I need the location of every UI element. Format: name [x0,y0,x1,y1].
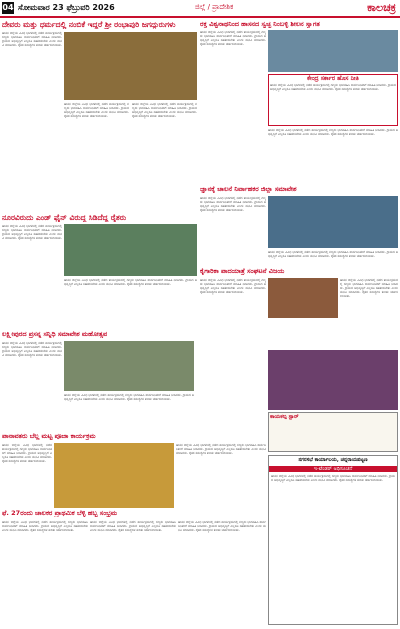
section-label: ಜಿಲ್ಲೆ / ಪ್ರಾದೇಶಿಕ [195,3,234,11]
issue-date: ಸೋಮವಾರ 23 ಫೆಬ್ರುವರಿ 2026 [18,3,115,12]
photo-gathering [64,341,194,391]
box-title: ಕೇಂದ್ರ ಸರ್ಕಾರ ಹೊಸ ನೀತಿ [307,75,359,82]
article-text: ಹಾಸನ ಜಿಲ್ಲೆಯ ವಿವಿಧ ಭಾಗಗಳಲ್ಲಿ ನಡೆದ ಕಾರ್ಯಕ್ರಮದಲ್ಲಿ ಗಣ್ಯರು ಭಾಗವಹಿಸಿ ಸಾರ್ವಜನಿಕರಿಗೆ ಮಾಹಿತಿ ನೀಡಿದರು. ಗ್ರಾಮದ ಅಭಿವೃದ್ಧಿಗೆ ಎಲ್ಲರೂ ಸಹಕರಿಸಬೇಕು ಎಂದು ಮನವಿ ಮಾಡಿದರು. ರೈತರ ಸಮಸ್ಯೆಗಳ ಕುರಿತು ಚರ್ಚಿಸಲಾಯಿತು. [2,443,52,464]
article-text: ಹಾಸನ ಜಿಲ್ಲೆಯ ವಿವಿಧ ಭಾಗಗಳಲ್ಲಿ ನಡೆದ ಕಾರ್ಯಕ್ರಮದಲ್ಲಿ ಗಣ್ಯರು ಭಾಗವಹಿಸಿ ಸಾರ್ವಜನಿಕರಿಗೆ ಮಾಹಿತಿ ನೀಡಿದರು. ಗ್ರಾಮದ ಅಭಿವೃದ್ಧಿಗೆ ಎಲ್ಲರೂ ಸಹಕರಿಸಬೇಕು ಎಂದು ಮನವಿ ಮಾಡಿದರು. ರೈತರ ಸಮಸ್ಯೆಗಳ ಕುರಿತು ಚರ್ಚಿಸಲಾಯಿತು. [64,278,197,287]
article-text: ಹಾಸನ ಜಿಲ್ಲೆಯ ವಿವಿಧ ಭಾಗಗಳಲ್ಲಿ ನಡೆದ ಕಾರ್ಯಕ್ರಮದಲ್ಲಿ ಗಣ್ಯರು ಭಾಗವಹಿಸಿ ಸಾರ್ವಜನಿಕರಿಗೆ ಮಾಹಿತಿ ನೀಡಿದರು. ಗ್ರಾಮದ ಅಭಿವೃದ್ಧಿಗೆ ಎಲ್ಲರೂ ಸಹಕರಿಸಬೇಕು ಎಂದು ಮನವಿ ಮಾಡಿದರು. ರೈತರ ಸಮಸ್ಯೆಗಳ ಕುರಿತು ಚರ್ಚಿಸಲಾಯಿತು. [178,520,266,533]
article-text: ಹಾಸನ ಜಿಲ್ಲೆಯ ವಿವಿಧ ಭಾಗಗಳಲ್ಲಿ ನಡೆದ ಕಾರ್ಯಕ್ರಮದಲ್ಲಿ ಗಣ್ಯರು ಭಾಗವಹಿಸಿ ಸಾರ್ವಜನಿಕರಿಗೆ ಮಾಹಿತಿ ನೀಡಿದರು. ಗ್ರಾಮದ ಅಭಿವೃದ್ಧಿಗೆ ಎಲ್ಲರೂ ಸಹಕರಿಸಬೇಕು ಎಂದು ಮನವಿ ಮಾಡಿದರು. ರೈತರ ಸಮಸ್ಯೆಗಳ ಕುರಿತು ಚರ್ಚಿಸಲಾಯಿತು. [200,278,266,295]
headline-bottom-left-2: ಫೆ. 27ರಂದು ಚಾಲಕರ ಪ್ರಾಥಮಿಕ ಬೆಳ್ಳಿ ಹಬ್ಬ ಸಂಭ್ರಮ [2,510,118,517]
photo-event [268,350,398,410]
photo-leaders [268,278,338,318]
newspaper-logo: ಕಾಲಚಕ್ರ [367,1,396,14]
article-text: ಹಾಸನ ಜಿಲ್ಲೆಯ ವಿವಿಧ ಭಾಗಗಳಲ್ಲಿ ನಡೆದ ಕಾರ್ಯಕ್ರಮದಲ್ಲಿ ಗಣ್ಯರು ಭಾಗವಹಿಸಿ ಸಾರ್ವಜನಿಕರಿಗೆ ಮಾಹಿತಿ ನೀಡಿದರು. ಗ್ರಾಮದ ಅಭಿವೃದ್ಧಿಗೆ ಎಲ್ಲರೂ ಸಹಕರಿಸಬೇಕು ಎಂದು ಮನವಿ ಮಾಡಿದರು. ರೈತರ ಸಮಸ್ಯೆಗಳ ಕುರಿತು ಚರ್ಚಿಸಲಾಯಿತು. [200,30,266,47]
page-header [0,0,400,18]
article-text: ಹಾಸನ ಜಿಲ್ಲೆಯ ವಿವಿಧ ಭಾಗಗಳಲ್ಲಿ ನಡೆದ ಕಾರ್ಯಕ್ರಮದಲ್ಲಿ ಗಣ್ಯರು ಭಾಗವಹಿಸಿ ಸಾರ್ವಜನಿಕರಿಗೆ ಮಾಹಿತಿ ನೀಡಿದರು. ಗ್ರಾಮದ ಅಭಿವೃದ್ಧಿಗೆ ಎಲ್ಲರೂ ಸಹಕರಿಸಬೇಕು ಎಂದು ಮನವಿ ಮಾಡಿದರು. ರೈತರ ಸಮಸ್ಯೆಗಳ ಕುರಿತು ಚರ್ಚಿಸಲಾಯಿತು. [2,520,88,533]
article-text: ಹಾಸನ ಜಿಲ್ಲೆಯ ವಿವಿಧ ಭಾಗಗಳಲ್ಲಿ ನಡೆದ ಕಾರ್ಯಕ್ರಮದಲ್ಲಿ ಗಣ್ಯರು ಭಾಗವಹಿಸಿ ಸಾರ್ವಜನಿಕರಿಗೆ ಮಾಹಿತಿ ನೀಡಿದರು. ಗ್ರಾಮದ ಅಭಿವೃದ್ಧಿಗೆ ಎಲ್ಲರೂ ಸಹಕರಿಸಬೇಕು ಎಂದು ಮನವಿ ಮಾಡಿದರು. ರೈತರ ಸಮಸ್ಯೆಗಳ ಕುರಿತು ಚರ್ಚಿಸಲಾಯಿತು. [176,443,266,456]
article-text: ಹಾಸನ ಜಿಲ್ಲೆಯ ವಿವಿಧ ಭಾಗಗಳಲ್ಲಿ ನಡೆದ ಕಾರ್ಯಕ್ರಮದಲ್ಲಿ ಗಣ್ಯರು ಭಾಗವಹಿಸಿ ಸಾರ್ವಜನಿಕರಿಗೆ ಮಾಹಿತಿ ನೀಡಿದರು. ಗ್ರಾಮದ ಅಭಿವೃದ್ಧಿಗೆ ಎಲ್ಲರೂ ಸಹಕರಿಸಬೇಕು ಎಂದು ಮನವಿ ಮಾಡಿದರು. ರೈತರ ಸಮಸ್ಯೆಗಳ ಕುರಿತು ಚರ್ಚಿಸಲಾಯಿತು. [132,102,197,119]
headline-mid-left: ನೂರವಿರುದು ಎಂಡ್ ಫೈನ್ ವಿರುದ್ಧ ಸಿಡಿದೆದ್ದ ರೈತರು [2,214,127,222]
article-text: ಹಾಸನ ಜಿಲ್ಲೆಯ ವಿವಿಧ ಭಾಗಗಳಲ್ಲಿ ನಡೆದ ಕಾರ್ಯಕ್ರಮದಲ್ಲಿ ಗಣ್ಯರು ಭಾಗವಹಿಸಿ ಸಾರ್ವಜನಿಕರಿಗೆ ಮಾಹಿತಿ ನೀಡಿದರು. ಗ್ರಾಮದ ಅಭಿವೃದ್ಧಿಗೆ ಎಲ್ಲರೂ ಸಹಕರಿಸಬೇಕು ಎಂದು ಮನವಿ ಮಾಡಿದರು. ರೈತರ ಸಮಸ್ಯೆಗಳ ಕುರಿತು ಚರ್ಚಿಸಲಾಯಿತು. [2,224,62,241]
photo-group [268,30,398,72]
article-text: ಹಾಸನ ಜಿಲ್ಲೆಯ ವಿವಿಧ ಭಾಗಗಳಲ್ಲಿ ನಡೆದ ಕಾರ್ಯಕ್ರಮದಲ್ಲಿ ಗಣ್ಯರು ಭಾಗವಹಿಸಿ ಸಾರ್ವಜನಿಕರಿಗೆ ಮಾಹಿತಿ ನೀಡಿದರು. ಗ್ರಾಮದ ಅಭಿವೃದ್ಧಿಗೆ ಎಲ್ಲರೂ ಸಹಕರಿಸಬೇಕು ಎಂದು ಮನವಿ ಮಾಡಿದರು. ರೈತರ ಸಮಸ್ಯೆಗಳ ಕುರಿತು ಚರ್ಚಿಸಲಾಯಿತು. [340,278,398,299]
article-text: ಹಾಸನ ಜಿಲ್ಲೆಯ ವಿವಿಧ ಭಾಗಗಳಲ್ಲಿ ನಡೆದ ಕಾರ್ಯಕ್ರಮದಲ್ಲಿ ಗಣ್ಯರು ಭಾಗವಹಿಸಿ ಸಾರ್ವಜನಿಕರಿಗೆ ಮಾಹಿತಿ ನೀಡಿದರು. ಗ್ರಾಮದ ಅಭಿವೃದ್ಧಿಗೆ ಎಲ್ಲರೂ ಸಹಕರಿಸಬೇಕು ಎಂದು ಮನವಿ ಮಾಡಿದರು. ರೈತರ ಸಮಸ್ಯೆಗಳ ಕುರಿತು ಚರ್ಚಿಸಲಾಯಿತು. [2,341,62,358]
headline-center: ಲಕ್ಷ್ಮೀಪುರದ ಪ್ರಸನ್ನ ಸನ್ನಿಧಿ ಸಮಾವೇಶ ಮಹೋತ್ಸವ [2,331,108,338]
notice-title: ನಗರಸಭೆ ಕಾರ್ಯಾಲಯ, ಚನ್ನರಾಯಪಟ್ಟಣ [298,457,368,463]
notice-text: ಹಾಸನ ಜಿಲ್ಲೆಯ ವಿವಿಧ ಭಾಗಗಳಲ್ಲಿ ನಡೆದ ಕಾರ್ಯಕ್ರಮದಲ್ಲಿ ಗಣ್ಯರು ಭಾಗವಹಿಸಿ ಸಾರ್ವಜನಿಕರಿಗೆ ಮಾಹಿತಿ ನೀಡಿದರು. ಗ್ರಾಮದ ಅಭಿವೃದ್ಧಿಗೆ ಎಲ್ಲರೂ ಸಹಕರಿಸಬೇಕು ಎಂದು ಮನವಿ ಮಾಡಿದರು. ರೈತರ ಸಮಸ್ಯೆಗಳ ಕುರಿತು ಚರ್ಚಿಸಲಾಯಿತು. [271,473,395,482]
article-text: ಹಾಸನ ಜಿಲ್ಲೆಯ ವಿವಿಧ ಭಾಗಗಳಲ್ಲಿ ನಡೆದ ಕಾರ್ಯಕ್ರಮದಲ್ಲಿ ಗಣ್ಯರು ಭಾಗವಹಿಸಿ ಸಾರ್ವಜನಿಕರಿಗೆ ಮಾಹಿತಿ ನೀಡಿದರು. ಗ್ರಾಮದ ಅಭಿವೃದ್ಧಿಗೆ ಎಲ್ಲರೂ ಸಹಕರಿಸಬೇಕು ಎಂದು ಮನವಿ ಮಾಡಿದರು. ರೈತರ ಸಮಸ್ಯೆಗಳ ಕುರಿತು ಚರ್ಚಿಸಲಾಯಿತು. [90,520,176,533]
page-number: 04 [2,3,14,12]
notice-subtitle: ಇ-ಟೆಂಡರ್ ಅಧಿಸೂಚನೆ [269,466,397,472]
article-text: ಹಾಸನ ಜಿಲ್ಲೆಯ ವಿವಿಧ ಭಾಗಗಳಲ್ಲಿ ನಡೆದ ಕಾರ್ಯಕ್ರಮದಲ್ಲಿ ಗಣ್ಯರು ಭಾಗವಹಿಸಿ ಸಾರ್ವಜನಿಕರಿಗೆ ಮಾಹಿತಿ ನೀಡಿದರು. ಗ್ರಾಮದ ಅಭಿವೃದ್ಧಿಗೆ ಎಲ್ಲರೂ ಸಹಕರಿಸಬೇಕು ಎಂದು ಮನವಿ ಮಾಡಿದರು. ರೈತರ ಸಮಸ್ಯೆಗಳ ಕುರಿತು ಚರ್ಚಿಸಲಾಯಿತು. [64,393,194,402]
ad-title: ಕಾಯಕಲ್ಪ ಸ್ಟಾರ್ [270,414,299,420]
headline-top-right: ರಕ್ತ ವಿಶ್ವನಾಥನಿಂದ ಹಾಸನದ ಸ್ವಚ್ಛ ನಿಂಬಳ್ಳಿ ಶೀಲನ ಸ್ವಾಗತ [200,21,320,28]
photo-school [54,443,174,508]
advertisement [268,412,398,452]
article-text: ಹಾಸನ ಜಿಲ್ಲೆಯ ವಿವಿಧ ಭಾಗಗಳಲ್ಲಿ ನಡೆದ ಕಾರ್ಯಕ್ರಮದಲ್ಲಿ ಗಣ್ಯರು ಭಾಗವಹಿಸಿ ಸಾರ್ವಜನಿಕರಿಗೆ ಮಾಹಿತಿ ನೀಡಿದರು. ಗ್ರಾಮದ ಅಭಿವೃದ್ಧಿಗೆ ಎಲ್ಲರೂ ಸಹಕರಿಸಬೇಕು ಎಂದು ಮನವಿ ಮಾಡಿದರು. ರೈತರ ಸಮಸ್ಯೆಗಳ ಕುರಿತು ಚರ್ಚಿಸಲಾಯಿತು. [64,102,129,119]
article-text: ಹಾಸನ ಜಿಲ್ಲೆಯ ವಿವಿಧ ಭಾಗಗಳಲ್ಲಿ ನಡೆದ ಕಾರ್ಯಕ್ರಮದಲ್ಲಿ ಗಣ್ಯರು ಭಾಗವಹಿಸಿ ಸಾರ್ವಜನಿಕರಿಗೆ ಮಾಹಿತಿ ನೀಡಿದರು. ಗ್ರಾಮದ ಅಭಿವೃದ್ಧಿಗೆ ಎಲ್ಲರೂ ಸಹಕರಿಸಬೇಕು ಎಂದು ಮನವಿ ಮಾಡಿದರು. ರೈತರ ಸಮಸ್ಯೆಗಳ ಕುರಿತು ಚರ್ಚಿಸಲಾಯಿತು. [200,196,266,213]
article-text: ಹಾಸನ ಜಿಲ್ಲೆಯ ವಿವಿಧ ಭಾಗಗಳಲ್ಲಿ ನಡೆದ ಕಾರ್ಯಕ್ರಮದಲ್ಲಿ ಗಣ್ಯರು ಭಾಗವಹಿಸಿ ಸಾರ್ವಜನಿಕರಿಗೆ ಮಾಹಿತಿ ನೀಡಿದರು. ಗ್ರಾಮದ ಅಭಿವೃದ್ಧಿಗೆ ಎಲ್ಲರೂ ಸಹಕರಿಸಬೇಕು ಎಂದು ಮನವಿ ಮಾಡಿದರು. ರೈತರ ಸಮಸ್ಯೆಗಳ ಕುರಿತು ಚರ್ಚಿಸಲಾಯಿತು. [2,31,62,48]
tender-notice [268,455,398,625]
photo-meeting [268,196,398,248]
headline-mid-right: ಜ್ಞಾನಕ್ಕೆ ಚಾಲನೆ ನಿರ್ವಾಹಕರ ಜಿಲ್ಲಾ ಸಮಾವೇಶ [200,186,297,193]
headline-bottom-left-1: ಪಾನಾವತರು ಬೆಲ್ಲ ಮಟ್ಟ ಪೂಜಾ ಕಾರ್ಯಕ್ರಮ [2,433,96,440]
photo-farmers [64,224,197,276]
article-text: ಹಾಸನ ಜಿಲ್ಲೆಯ ವಿವಿಧ ಭಾಗಗಳಲ್ಲಿ ನಡೆದ ಕಾರ್ಯಕ್ರಮದಲ್ಲಿ ಗಣ್ಯರು ಭಾಗವಹಿಸಿ ಸಾರ್ವಜನಿಕರಿಗೆ ಮಾಹಿತಿ ನೀಡಿದರು. ಗ್ರಾಮದ ಅಭಿವೃದ್ಧಿಗೆ ಎಲ್ಲರೂ ಸಹಕರಿಸಬೇಕು ಎಂದು ಮನವಿ ಮಾಡಿದರು. ರೈತರ ಸಮಸ್ಯೆಗಳ ಕುರಿತು ಚರ್ಚಿಸಲಾಯಿತು. [268,250,398,259]
photo-ceremony [64,32,197,100]
headline-lower-right: ಕೈಗಾರಿಕಾ ಪಾದಯಾತ್ರೆ ಸಂಘಟನೆ ವಿಜಯ [200,268,285,275]
news-box [268,74,398,126]
box-text: ಹಾಸನ ಜಿಲ್ಲೆಯ ವಿವಿಧ ಭಾಗಗಳಲ್ಲಿ ನಡೆದ ಕಾರ್ಯಕ್ರಮದಲ್ಲಿ ಗಣ್ಯರು ಭಾಗವಹಿಸಿ ಸಾರ್ವಜನಿಕರಿಗೆ ಮಾಹಿತಿ ನೀಡಿದರು. ಗ್ರಾಮದ ಅಭಿವೃದ್ಧಿಗೆ ಎಲ್ಲರೂ ಸಹಕರಿಸಬೇಕು ಎಂದು ಮನವಿ ಮಾಡಿದರು. ರೈತರ ಸಮಸ್ಯೆಗಳ ಕುರಿತು ಚರ್ಚಿಸಲಾಯಿತು. [270,82,396,91]
headline-top-left: ದೇವರು ಮತ್ತು ಧರ್ಮದಲ್ಲಿ ನಂಬಿಕೆ ಇದ್ದರೆ ಶ್ರೀ ರಂಭಾಪುರಿ ಜಗದ್ಗುರುಗಳು [2,21,176,29]
article-text: ಹಾಸನ ಜಿಲ್ಲೆಯ ವಿವಿಧ ಭಾಗಗಳಲ್ಲಿ ನಡೆದ ಕಾರ್ಯಕ್ರಮದಲ್ಲಿ ಗಣ್ಯರು ಭಾಗವಹಿಸಿ ಸಾರ್ವಜನಿಕರಿಗೆ ಮಾಹಿತಿ ನೀಡಿದರು. ಗ್ರಾಮದ ಅಭಿವೃದ್ಧಿಗೆ ಎಲ್ಲರೂ ಸಹಕರಿಸಬೇಕು ಎಂದು ಮನವಿ ಮಾಡಿದರು. ರೈತರ ಸಮಸ್ಯೆಗಳ ಕುರಿತು ಚರ್ಚಿಸಲಾಯಿತು. [268,128,398,137]
